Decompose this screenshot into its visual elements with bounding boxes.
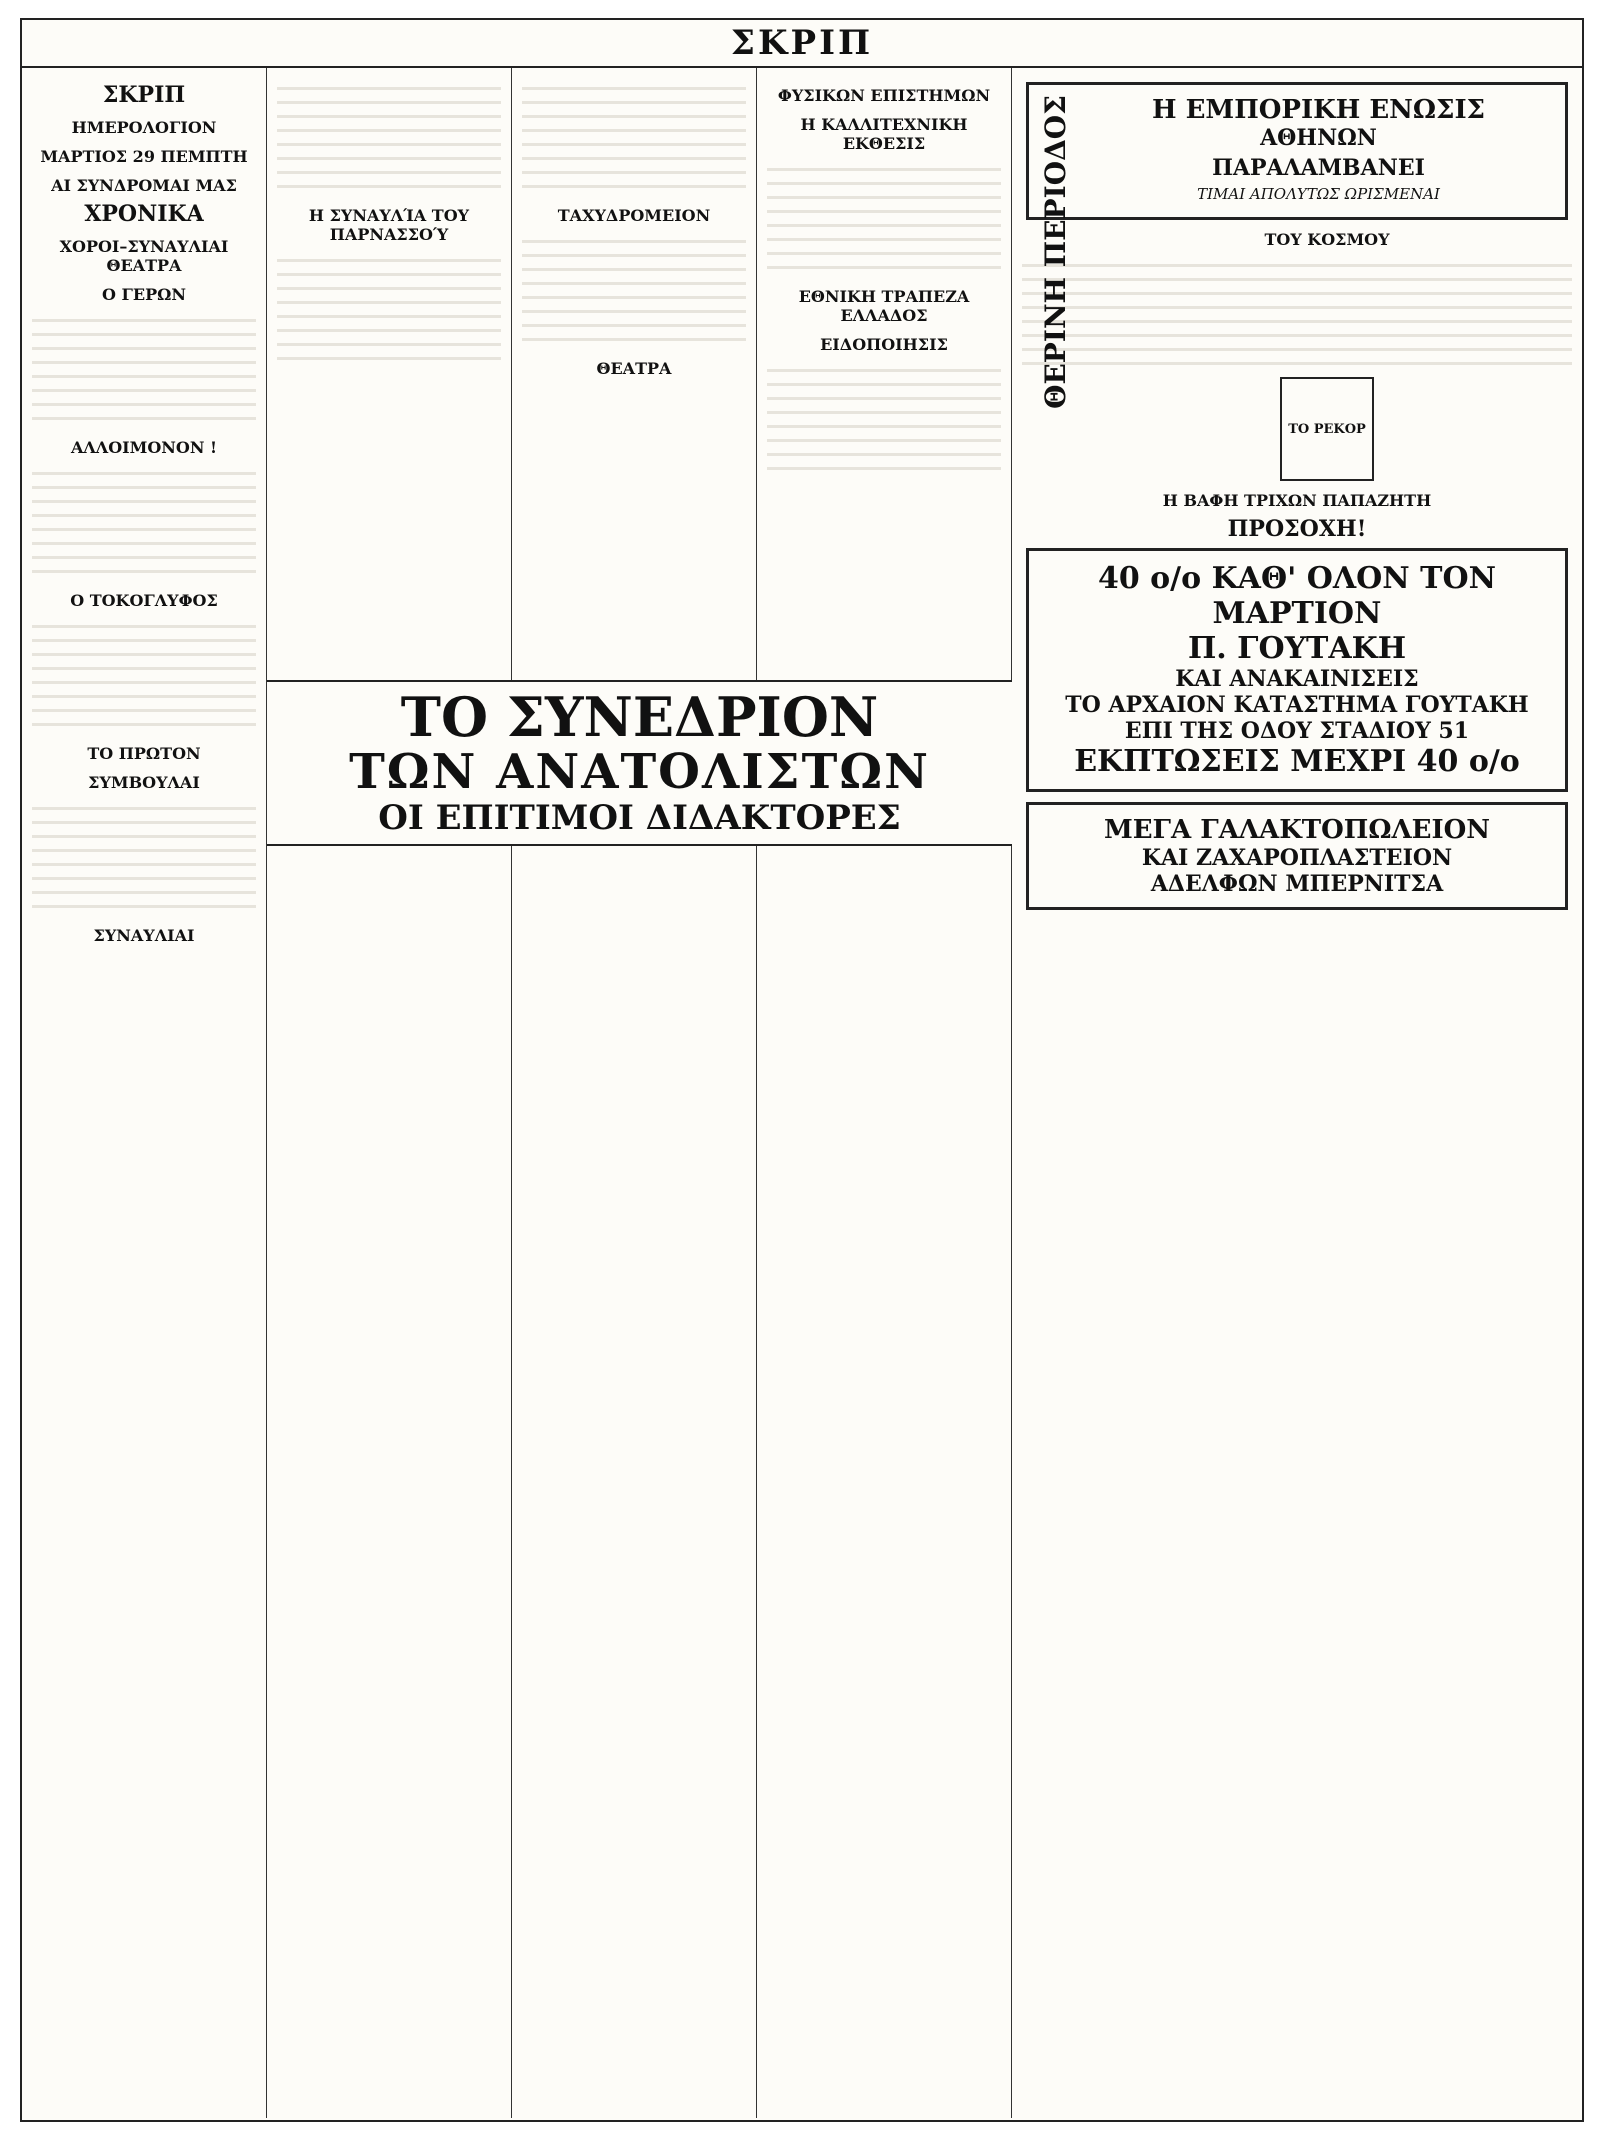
column-2: [267, 68, 512, 2118]
ad1-subtitle: ΑΘΗΝΩΝ: [1260, 125, 1377, 151]
col1-section-synavliai: ΣΥΝΑΥΛΙΑΙ: [93, 926, 195, 945]
ad3-subtitle: ΚΑΙ ΖΑΧΑΡΟΠΛΑΣΤΕΙΟΝ: [1141, 845, 1453, 871]
col2-body: [277, 76, 501, 196]
main-headline: [267, 680, 1012, 846]
ad1-vertical-text: ΘΕΡΙΝΗ ΠΕΡΙΟΔΟΣ: [1039, 95, 1072, 409]
ad3-title: ΜΕΓΑ ΓΑΛΑΚΤΟΠΩΛΕΙΟΝ: [1103, 815, 1491, 845]
ad2-line-1: ΚΑΙ ΑΝΑΚΑΙΝΙΣΕΙΣ: [1175, 666, 1419, 692]
col3-body: [522, 76, 746, 196]
headline-line-2: ΤΩΝ ΑΝΑΤΟΛΙΣΤΩΝ: [349, 744, 930, 800]
ad2-name: Π. ΓΟΥΤΑΚΗ: [1187, 631, 1407, 666]
col5-notice: ΠΡΟΣΟΧΗ!: [1227, 516, 1367, 542]
col1-section-theatra: ΧΟΡΟΙ–ΣΥΝΑΥΛΙΑΙ ΘΕΑΤΡΑ: [59, 237, 229, 275]
col1-date: ΜΑΡΤΙΟΣ 29 ΠΕΜΠΤΗ: [40, 147, 248, 166]
column-1: [22, 68, 267, 2118]
col1-section-alloimonon: ΑΛΛΟΙΜΟΝΟΝ !: [70, 438, 218, 457]
col5-section-kosmos: ΤΟΥ ΚΟΣΜΟΥ: [1264, 230, 1390, 249]
ad2-line-4: ΕΚΠΤΩΣΕΙΣ ΜΕΧΡΙ 40 ο/ο: [1074, 744, 1520, 779]
col4-body-2: [767, 358, 1001, 478]
headline-line-1: ΤΟ ΣΥΝΕΔΡΙΟΝ: [400, 685, 879, 749]
column-4: [757, 68, 1012, 2118]
col2-section-parnassos: Η ΣΥΝΑΥΛΊΑ ΤΟΥ ΠΑΡΝΑΣΣΟΎ: [308, 206, 470, 244]
col1-body: [32, 308, 256, 428]
newspaper-page: [20, 18, 1584, 2122]
col1-subscriptions: ΑΙ ΣΥΝΔΡΟΜΑΙ ΜΑΣ: [51, 176, 237, 195]
ad1-line-2: ΠΑΡΑΛΑΜΒΑΝΕΙ: [1212, 155, 1425, 181]
ad3-name: ΑΔΕΛΦΩΝ ΜΠΕΡΝΙΤΣΑ: [1150, 871, 1444, 897]
ad2-discount: 40 ο/ο ΚΑΘ' ΟΛΟΝ ΤΟΝ ΜΑΡΤΙΟΝ: [1097, 561, 1496, 631]
col4-body: [767, 157, 1001, 277]
col2-body-2: [277, 248, 501, 368]
ad1-title: Η ΕΜΠΟΡΙΚΗ ΕΝΩΣΙΣ: [1152, 95, 1485, 125]
ad-rekor-caption: Η ΒΑΦΗ ΤΡΙΧΩΝ ΠΑΠΑΖΗΤΗ: [1162, 491, 1432, 510]
ad-galaktopoleion: [1026, 802, 1568, 910]
ad-goutaki: [1026, 548, 1568, 792]
page-masthead: ΣΚΡΙΠ: [22, 20, 1582, 68]
column-5-ads: [1012, 68, 1582, 2118]
col1-section-chronika: ΧΡΟΝΙΚΑ: [84, 201, 204, 227]
col1-body-4: [32, 796, 256, 916]
col4-section-ekthesis: Η ΚΑΛΛΙΤΕΧΝΙΚΗ ΕΚΘΕΣΙΣ: [800, 115, 968, 153]
col1-section-tokoglyfos: Ο ΤΟΚΟΓΛΥΦΟΣ: [70, 591, 218, 610]
col3-body-2: [522, 229, 746, 349]
col1-section-proton: ΤΟ ΠΡΩΤΟΝ: [87, 744, 201, 763]
col1-body-3: [32, 614, 256, 734]
ad2-line-2: ΤΟ ΑΡΧΑΙΟΝ ΚΑΤΑΣΤΗΜΑ ΓΟΥΤΑΚΗ: [1065, 692, 1529, 718]
col4-section-eidopoiisis: ΕΙΔΟΠΟΙΗΣΙΣ: [820, 335, 948, 354]
col1-subtitle: ΗΜΕΡΟΛΟΓΙΟΝ: [71, 118, 217, 137]
ad1-footer: ΤΙΜΑΙ ΑΠΟΛΥΤΩΣ ΩΡΙΣΜΕΝΑΙ: [1197, 185, 1440, 203]
col1-section-symvoulai: ΣΥΜΒΟΥΛΑΙ: [88, 773, 200, 792]
col3-section-theatra: ΘΕΑΤΡΑ: [596, 359, 672, 378]
col1-body-2: [32, 461, 256, 581]
col1-title: ΣΚΡΙΠ: [102, 82, 186, 108]
col5-body: [1022, 253, 1572, 373]
headline-line-3: ΟΙ ΕΠΙΤΙΜΟΙ ΔΙΔΑΚΤΟΡΕΣ: [378, 798, 901, 838]
column-3: [512, 68, 757, 2118]
col1-section-geron: Ο ΓΕΡΩΝ: [102, 285, 186, 304]
col3-section-tachydromeion: ΤΑΧΥΔΡΟΜΕΙΟΝ: [557, 206, 711, 225]
ad2-line-3: ΕΠΙ ΤΗΣ ΟΔΟΥ ΣΤΑΔΙΟΥ 51: [1124, 718, 1470, 744]
col4-section-fysikon: ΦΥΣΙΚΩΝ ΕΠΙΣΤΗΜΩΝ: [777, 86, 991, 105]
col4-section-trapeza: ΕΘΝΙΚΗ ΤΡΑΠΕΖΑ ΕΛΛΑΔΟΣ: [798, 287, 970, 325]
ad-rekor-logo-icon: ΤΟ ΡΕΚΟΡ: [1280, 377, 1374, 481]
